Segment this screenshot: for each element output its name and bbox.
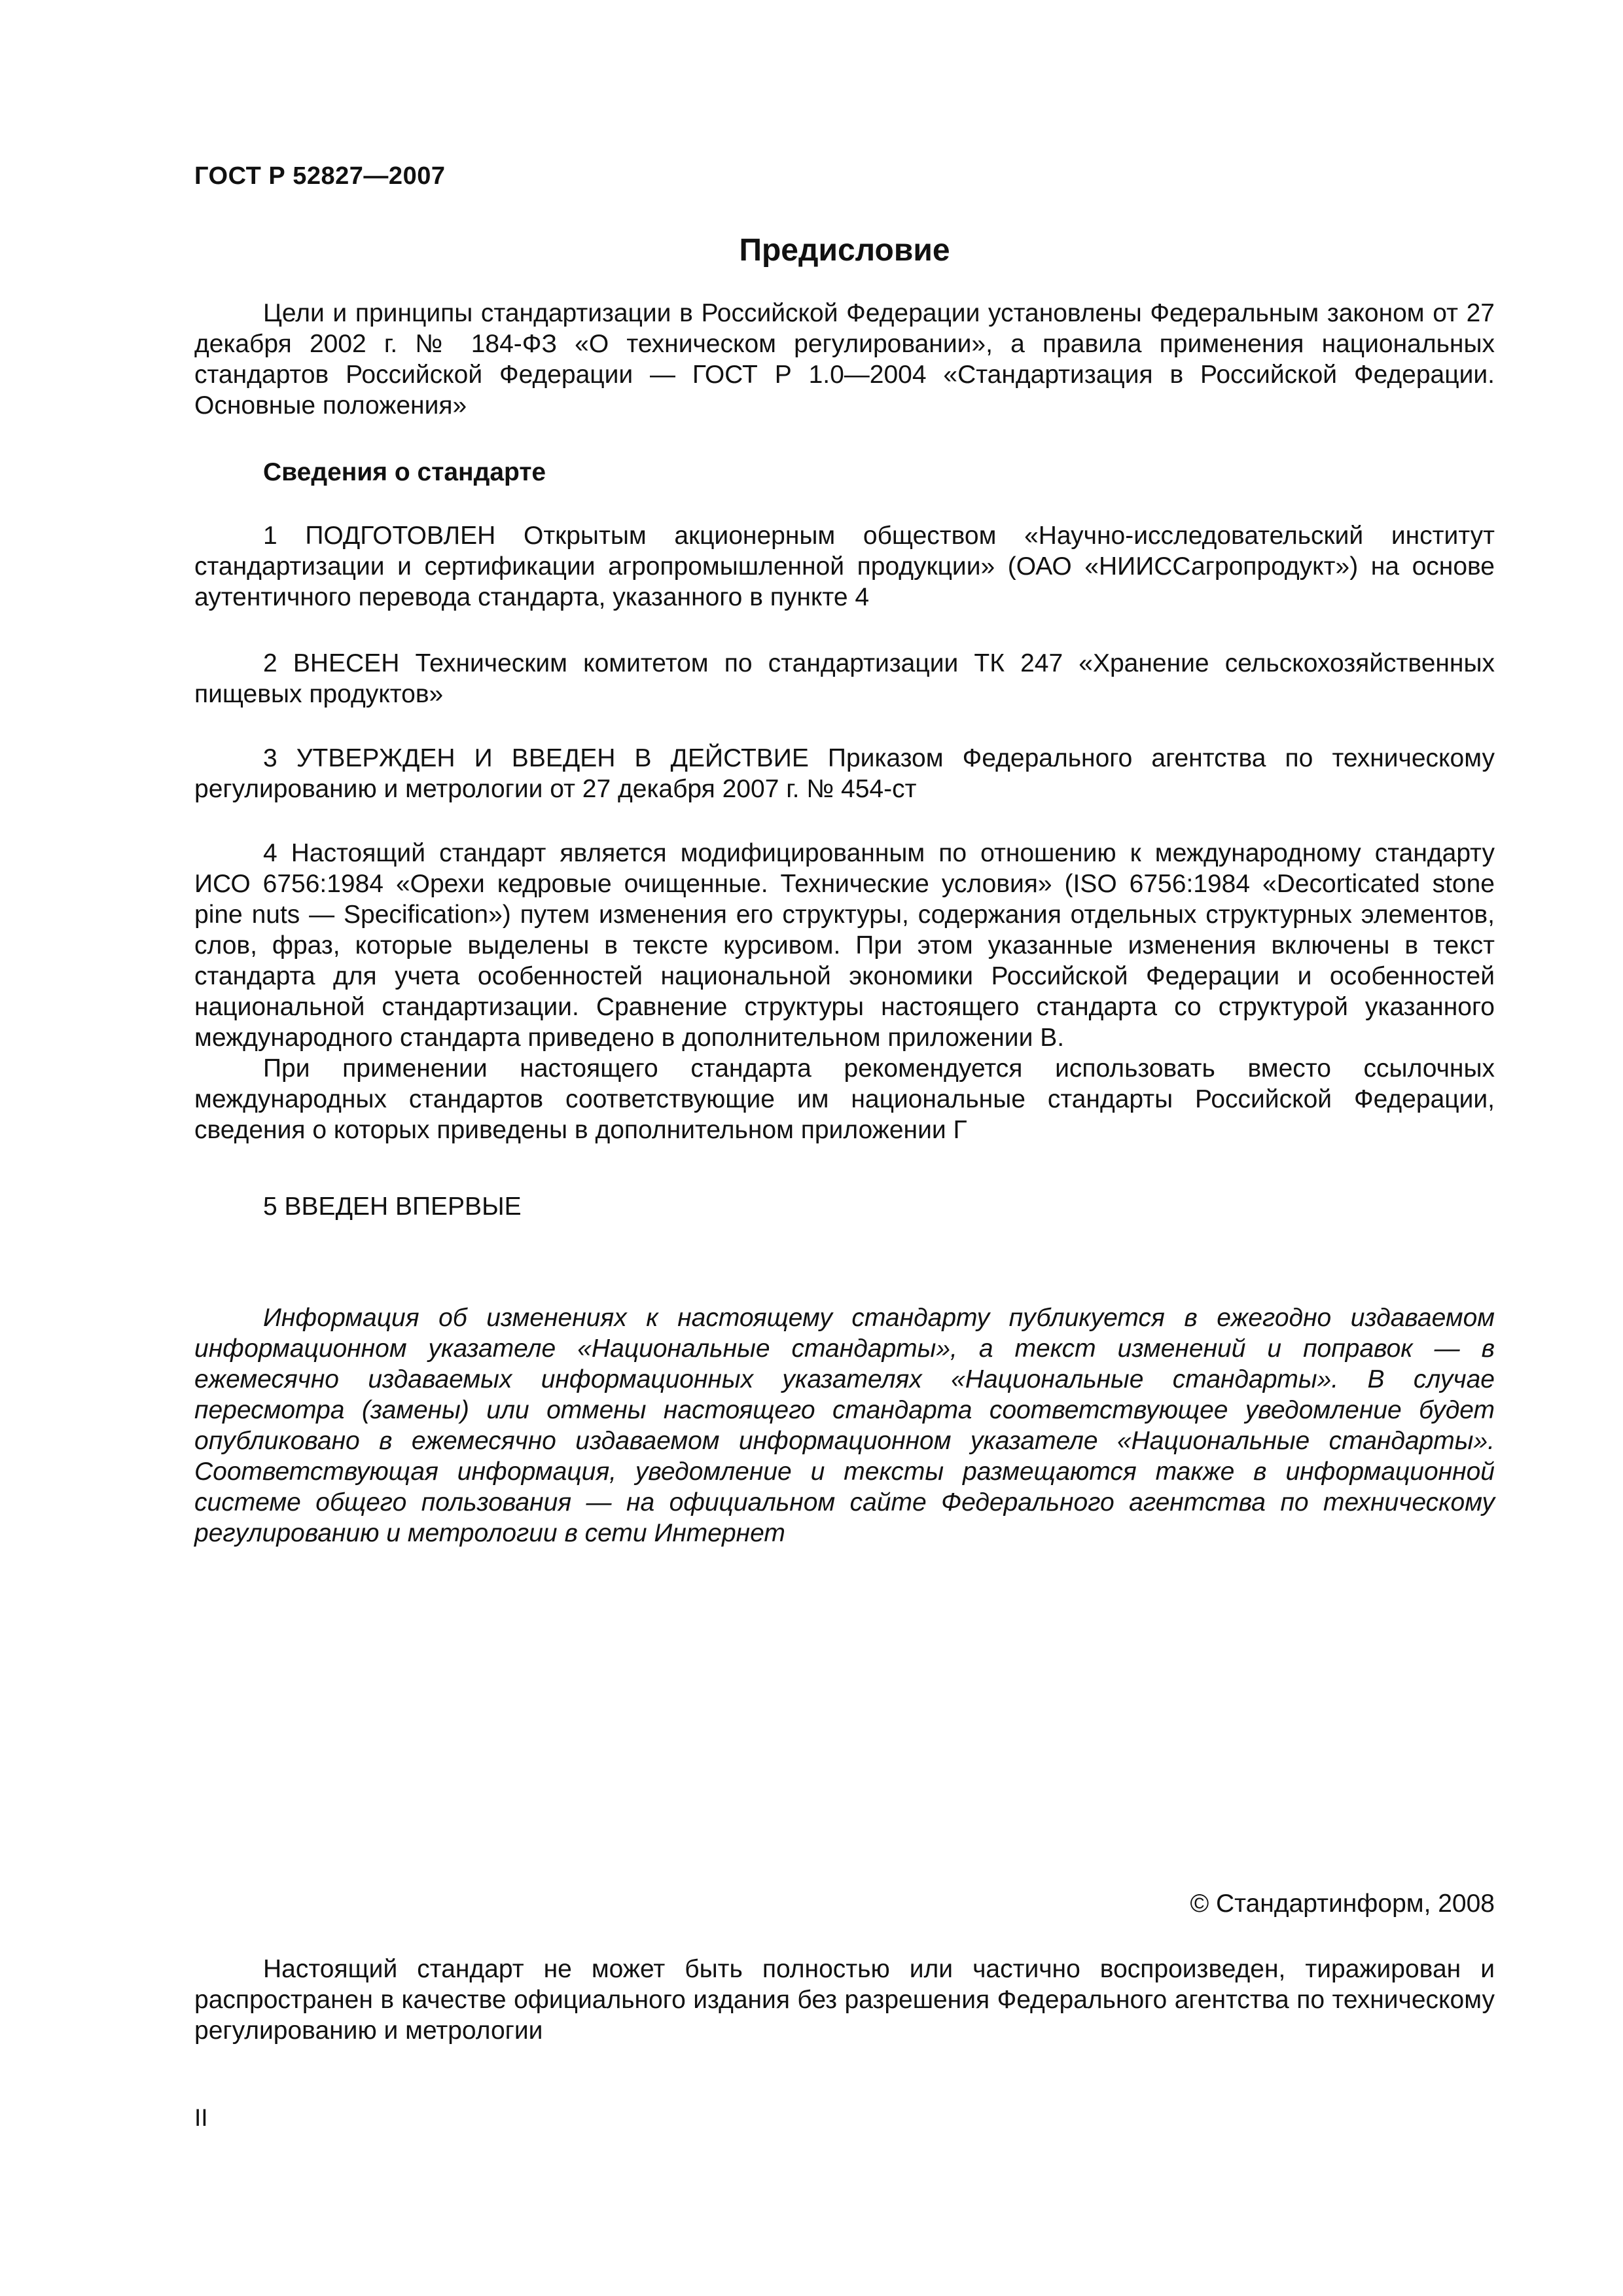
intro-paragraph bbox=[194, 298, 1495, 421]
item-5-text: 5 ВВЕДЕН ВПЕРВЫЕ bbox=[263, 1193, 522, 1221]
intro-text: Цели и принципы стандартизации в Российской Федерации установлены Федеральным законом от 27 декабря 2002 г. № 184-ФЗ «О техническом регулировании», а правила применения национальных стандартов Российской Федерации — ГОСТ Р 1.0—2004 «Стандартизация в Российской Федерации. Основные положения» bbox=[194, 299, 1495, 420]
standard-info-heading: Сведения о стандарте bbox=[263, 458, 546, 486]
item-2 bbox=[194, 648, 1495, 709]
item-1 bbox=[194, 520, 1495, 613]
page-title: Предисловие bbox=[739, 233, 950, 268]
page-number: II bbox=[194, 2104, 208, 2131]
info-notice bbox=[194, 1302, 1495, 1549]
restriction-notice bbox=[194, 1954, 1495, 2046]
item-4-text: 4 Настоящий стандарт является модифицированным по отношению к международному стандарту ИСО 6756:1984 «Орехи кедровые очищенные. Технические условия» (ISO 6756:1984 «Decorticated stone pine nuts — Specification») путем изменения его структуры, содержания отдельных структурных элементов, слов, фраз, которые выделены в тексте курсивом. При этом указанные изменения включены в текст стандарта для учета особенностей национальной экономики Российской Федерации и особенностей национальной стандартизации. Сравнение структуры настоящего стандарта со структурой указанного международного стандарта приведено в дополнительном приложении В. bbox=[194, 839, 1495, 1052]
item-4-continuation: При применении настоящего стандарта рекомендуется использовать вместо ссылочных международных стандартов соответствующие им национальные стандарты Российской Федерации, сведения о которых приведены в дополнительном приложении Г bbox=[194, 1054, 1495, 1144]
copyright-line: © Стандартинформ, 2008 bbox=[1190, 1890, 1495, 1918]
restriction-text: Настоящий стандарт не может быть полностью или частично воспроизведен, тиражирован и распространен в качестве официального издания без разрешения Федерального агентства по техническому регулированию и метрологии bbox=[194, 1955, 1495, 2045]
item-5 bbox=[194, 1191, 1495, 1222]
document-code: ГОСТ Р 52827—2007 bbox=[194, 162, 446, 190]
item-1-text: 1 ПОДГОТОВЛЕН Открытым акционерным обществом «Научно-исследовательский институт стандартизации и сертификации агропромышленной продукции» (ОАО «НИИССагропродукт») на основе аутентичного перевода стандарта, указанного в пункте 4 bbox=[194, 522, 1495, 611]
info-notice-text: Информация об изменениях к настоящему стандарту публикуется в ежегодно издаваемом информационном указателе «Национальные стандарты», а текст изменений и поправок — в ежемесячно издаваемых информационных указателях «Национальные стандарты». В случае пересмотра (замены) или отмены настоящего стандарта соответствующее уведомление будет опубликовано в ежемесячно издаваемом информационном указателе «Национальные стандарты». Соответствующая информация, уведомление и тексты размещаются также в информационной системе общего пользования — на официальном сайте Федерального агентства по техническому регулированию и метрологии в сети Интернет bbox=[194, 1304, 1495, 1547]
item-4 bbox=[194, 838, 1495, 1145]
item-3-text: 3 УТВЕРЖДЕН И ВВЕДЕН В ДЕЙСТВИЕ Приказом Федерального агентства по техническому регулированию и метрологии от 27 декабря 2007 г. № 454-ст bbox=[194, 744, 1495, 803]
item-3 bbox=[194, 743, 1495, 804]
item-2-text: 2 ВНЕСЕН Техническим комитетом по стандартизации ТК 247 «Хранение сельскохозяйственных пищевых продуктов» bbox=[194, 649, 1495, 708]
